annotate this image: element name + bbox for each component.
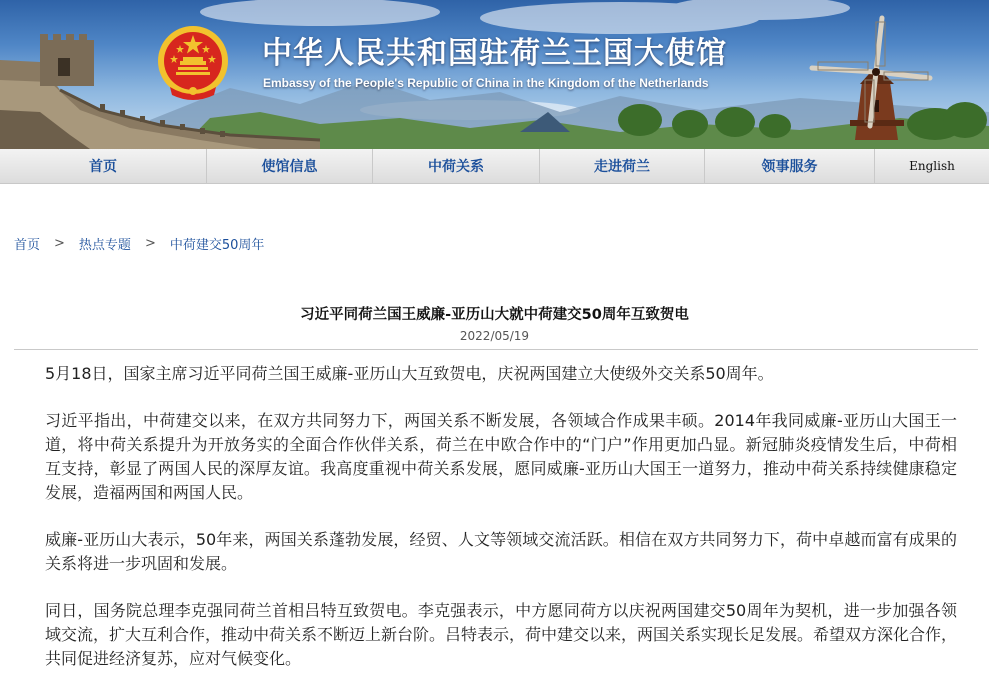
banner-scenery [0,0,989,149]
article-paragraph: 习近平指出，中荷建交以来，在双方共同努力下，两国关系不断发展，各领域合作成果丰硕。2014年我同威廉-亚历山大国王一道，将中荷关系提升为开放务实的全面合作伙伴关系，荷兰在中欧合作中的“门户”作用更加凸显。新冠肺炎疫情发生后，中荷相互支持，彰显了两国人民的深厚友谊。我高度重视中荷关系发展，愿同威廉-亚历山大国王一道努力，推动中荷关系持续健康稳定发展，造福两国和两国人民。 [45,411,957,502]
breadcrumb-50th-anniversary[interactable]: 中荷建交50周年 [169,238,265,253]
title-divider [14,349,978,350]
article-date: 2022/05/19 [459,329,530,343]
language-switch-english[interactable]: English [909,159,955,173]
breadcrumb-hot-topics[interactable]: 热点专题 [78,238,131,253]
nav-item-embassy-info[interactable]: 使馆信息 [207,149,373,184]
main-nav [0,149,989,184]
article-paragraph: 5月18日，国家主席习近平同荷兰国王威廉-亚历山大互致贺电，庆祝两国建立大使级外交关系50周年。 [45,364,774,383]
breadcrumb-home[interactable]: 首页 [14,238,41,253]
article-paragraph: 同日，国务院总理李克强同荷兰首相吕特互致贺电。李克强表示，中方愿同荷方以庆祝两国建交50周年为契机，进一步加强各领域交流，扩大互利合作，推动中荷关系不断迈上新台阶。吕特表示，荷中建交以来，两国关系实现长足发展。希望双方深化合作，共同促进经济复苏，应对气候变化。 [45,601,958,668]
breadcrumb [14,234,264,253]
nav-item-consular-services[interactable]: 领事服务 [705,149,875,184]
site-banner [0,0,989,149]
article-body [45,362,957,688]
article-paragraph: 威廉-亚历山大表示，50年来，两国关系蓬勃发展，经贸、人文等领域交流活跃。相信在双方共同努力下，荷中卓越而富有成果的关系将进一步巩固和发展。 [45,530,957,573]
site-subtitle: Embassy of the People's Republic of China in the Kingdom of the Netherlands [263,76,709,90]
national-emblem-icon [156,25,230,101]
nav-item-about-netherlands[interactable]: 走进荷兰 [540,149,705,184]
breadcrumb-separator: > [54,236,65,251]
article-title: 习近平同荷兰国王威廉-亚历山大就中荷建交50周年互致贺电 [300,307,689,323]
breadcrumb-separator: > [144,236,156,251]
nav-item-china-netherlands-relations[interactable]: 中荷关系 [373,149,540,184]
nav-item-home[interactable]: 首页 [0,149,207,184]
site-title: 中华人民共和国驻荷兰王国大使馆 [262,36,727,71]
